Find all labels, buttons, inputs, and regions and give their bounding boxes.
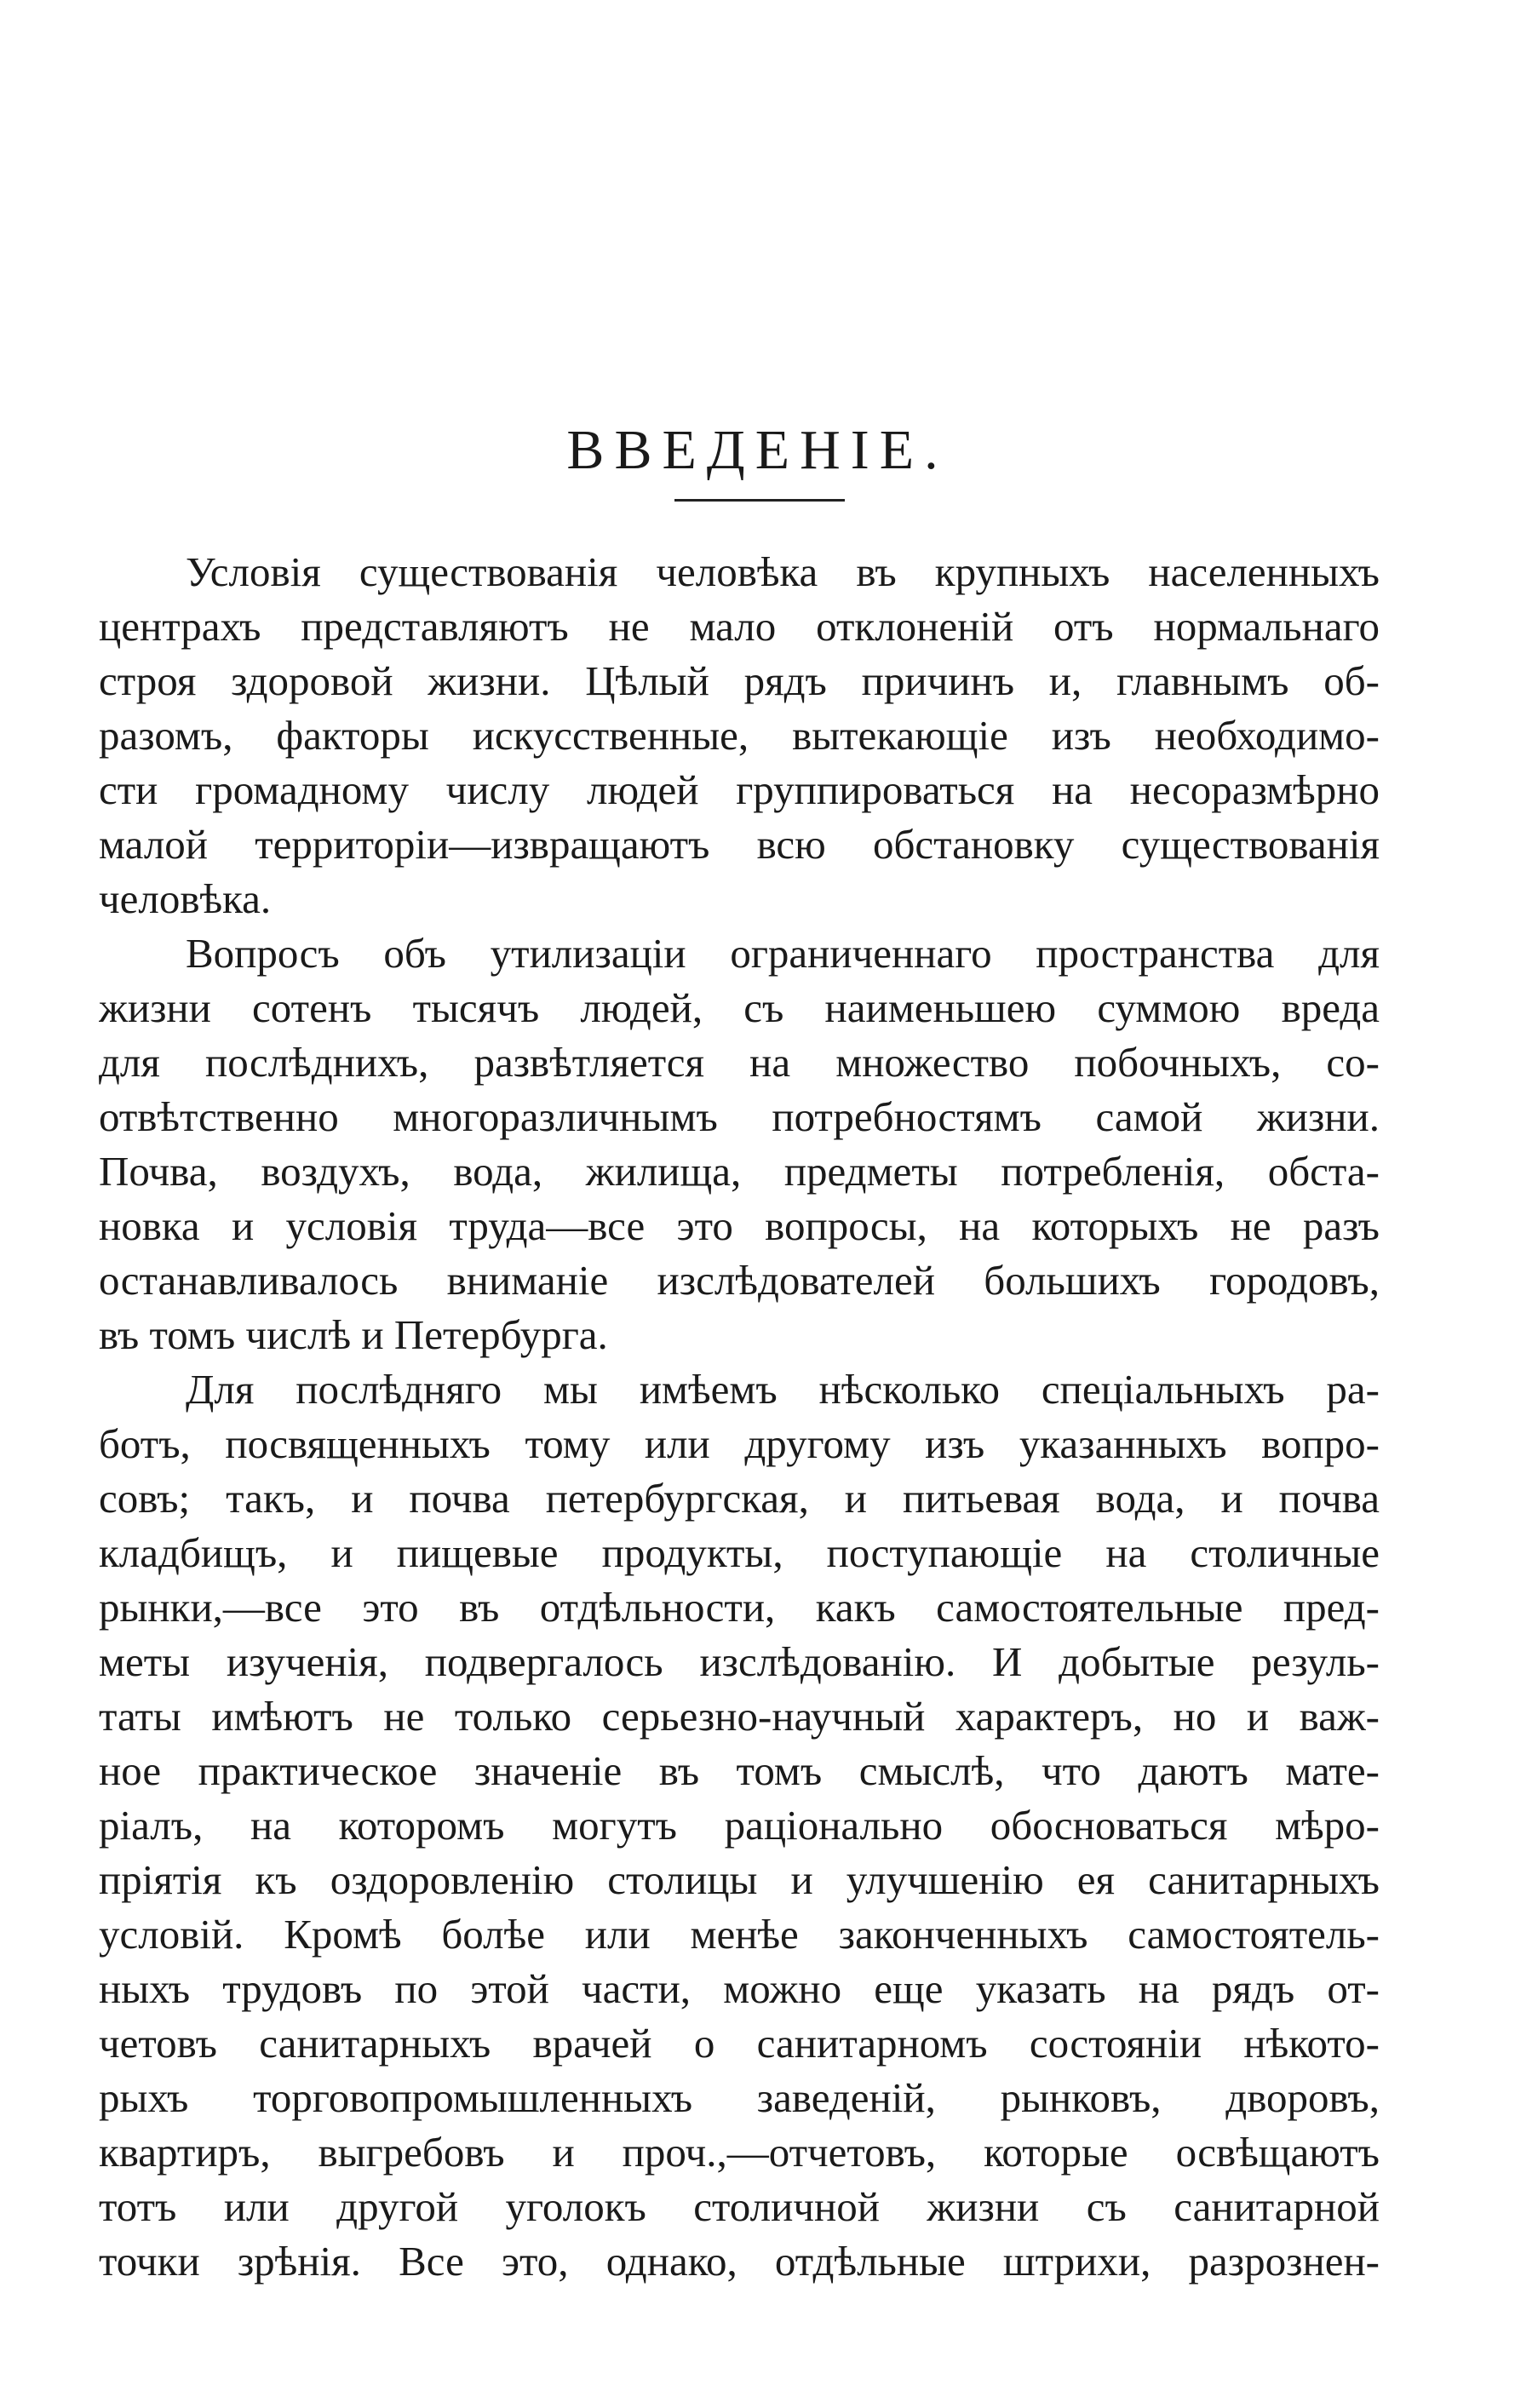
text-line: ботъ, посвященныхъ тому или другому изъ указанныхъ вопро-	[99, 1420, 1380, 1467]
text-line: малой территоріи—извращаютъ всю обстановку существованія	[99, 821, 1380, 868]
text-line: ріалъ, на которомъ могутъ раціонально обосноваться мѣро-	[99, 1802, 1380, 1849]
text-line: меты изученія, подвергалось изслѣдованію. И добытые резуль-	[99, 1638, 1380, 1685]
text-line: останавливалось вниманіе изслѣдователей большихъ городовъ,	[99, 1257, 1380, 1304]
text-line: Условія существованія человѣка въ крупныхъ населенныхъ	[186, 548, 1380, 595]
text-line: таты имѣютъ не только серьезно-научный характеръ, но и важ-	[99, 1693, 1380, 1740]
chapter-title: ВВЕДЕНIЕ.	[566, 419, 949, 482]
text-line: ныхъ трудовъ по этой части, можно еще указать на рядъ от-	[99, 1965, 1380, 2012]
text-line: рынки,—все это въ отдѣльности, какъ самостоятельные пред-	[99, 1584, 1380, 1631]
text-line: Для послѣдняго мы имѣемъ нѣсколько спеціальныхъ ра-	[186, 1366, 1380, 1413]
text-line: центрахъ представляютъ не мало отклоненій отъ нормальнаго	[99, 603, 1380, 650]
text-line: для послѣднихъ, развѣтляется на множество побочныхъ, со-	[99, 1039, 1380, 1086]
text-line: пріятія къ оздоровленію столицы и улучшенію ея санитарныхъ	[99, 1856, 1380, 1903]
body-text	[99, 545, 1380, 2289]
text-line: сти громадному числу людей группироваться на несоразмѣрно	[99, 766, 1380, 813]
title-divider	[674, 499, 845, 502]
text-line: отвѣтственно многоразличнымъ потребностямъ самой жизни.	[99, 1093, 1380, 1140]
text-line: жизни сотенъ тысячъ людей, съ наименьшею суммою вреда	[99, 984, 1380, 1031]
text-line: человѣка.	[99, 875, 272, 922]
text-line: тотъ или другой уголокъ столичной жизни съ санитарной	[99, 2183, 1380, 2230]
text-line: четовъ санитарныхъ врачей о санитарномъ состояніи нѣкото-	[99, 2020, 1380, 2067]
text-line: условій. Кромѣ болѣе или менѣе законченныхъ самостоятель-	[99, 1911, 1380, 1958]
text-line: Почва, воздухъ, вода, жилища, предметы потребленія, обста-	[99, 1148, 1380, 1195]
text-line: совъ; такъ, и почва петербургская, и питьевая вода, и почва	[99, 1475, 1380, 1522]
text-line: строя здоровой жизни. Цѣлый рядъ причинъ и, главнымъ об-	[99, 657, 1380, 704]
text-line: въ томъ числѣ и Петербурга.	[99, 1311, 608, 1358]
text-line: кладбищъ, и пищевые продукты, поступающіе на столичные	[99, 1529, 1380, 1576]
text-line: ное практическое значеніе въ томъ смыслѣ, что даютъ мате-	[99, 1747, 1380, 1794]
text-line: разомъ, факторы искусственные, вытекающіе изъ необходимо-	[99, 712, 1380, 759]
text-line: квартиръ, выгребовъ и проч.,—отчетовъ, которые освѣщаютъ	[99, 2129, 1380, 2176]
text-line: точки зрѣнія. Все это, однако, отдѣльные штрихи, разрознен-	[99, 2238, 1380, 2285]
text-line: Вопросъ объ утилизаціи ограниченнаго пространства для	[186, 930, 1380, 977]
text-line: рыхъ торговопромышленныхъ заведеній, рынковъ, дворовъ,	[99, 2074, 1380, 2121]
text-line: новка и условія труда—все это вопросы, на которыхъ не разъ	[99, 1202, 1380, 1249]
